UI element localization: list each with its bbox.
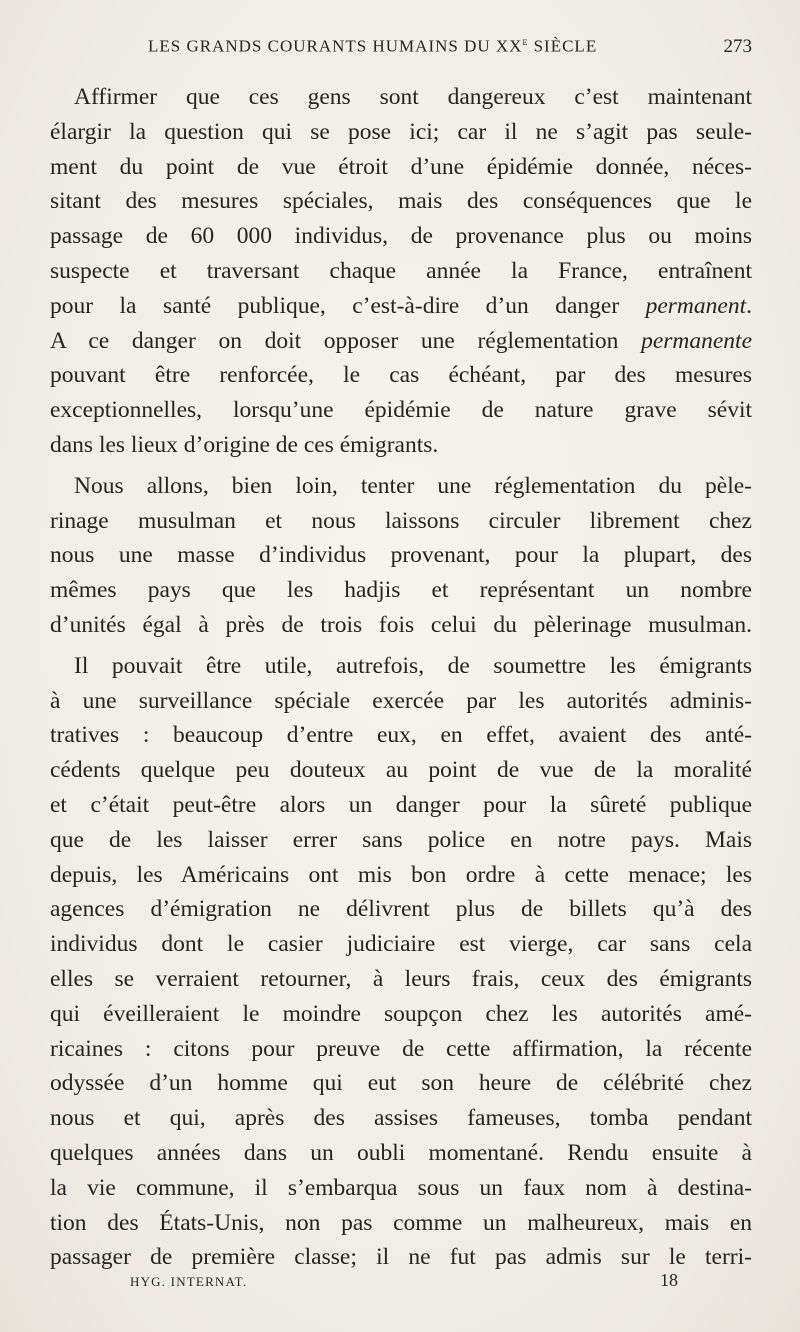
text-line: Affirmer que ces gens sont dangereux c’est maintenant [74, 84, 752, 110]
text-line: quelques années dans un oubli momentané. Rendu ensuite à [50, 1139, 752, 1166]
text-line: d’unités égal à près de trois fois celui du pèlerinage musulman. [50, 611, 752, 638]
text-line: tratives : beaucoup d’entre eux, en effet, avaient des anté- [50, 722, 752, 749]
text-line: nous une masse d’individus provenant, pour la plupart, des [50, 542, 752, 569]
running-title: LES GRANDS COURANTS HUMAINS DU XXe SIÈCLE [148, 36, 598, 56]
text-line: exceptionnelles, lorsqu’une épidémie de nature grave sévit [50, 397, 752, 424]
text-line: odyssée d’un homme qui eut son heure de célébrité chez [50, 1070, 752, 1097]
text-line: élargir la question qui se pose ici; car il ne s’agit pas seule- [50, 118, 752, 145]
running-head [148, 36, 752, 64]
text-line: Nous allons, bien loin, tenter une réglementation du pèle- [74, 472, 752, 499]
text-line: depuis, les Américains ont mis bon ordre à cette menace; les [50, 861, 752, 888]
text-line: rinage musulman et nous laissons circuler librement chez [50, 507, 752, 534]
text-line: passage de 60 000 individus, de provenance plus ou moins [50, 223, 752, 250]
text-line: mêmes pays que les hadjis et représentant un nombre [50, 577, 752, 604]
text-line: ment du point de vue étroit d’une épidémie donnée, néces- [50, 153, 752, 180]
signature-mark: HYG. INTERNAT. [130, 1274, 248, 1289]
page-number: 273 [723, 36, 752, 57]
text-line: tion des États-Unis, non pas comme un malheureux, mais en [50, 1209, 752, 1236]
body-text [50, 80, 752, 1275]
text-line: et c’était peut-être alors un danger pour la sûreté publique [50, 791, 752, 818]
text-line: pour la santé publique, c’est-à-dire d’un danger permanent. [50, 292, 752, 319]
text-line: nous et qui, après des assises fameuses, tomba pendant [50, 1105, 752, 1132]
text-line: individus dont le casier judiciaire est vierge, car sans cela [50, 931, 752, 958]
text-line: à une surveillance spéciale exercée par les autorités adminis- [50, 687, 752, 714]
text-line: passager de première classe; il ne fut pas admis sur le terri- [50, 1244, 752, 1271]
text-line: que de les laisser errer sans police en notre pays. Mais [50, 826, 752, 853]
text-line: agences d’émigration ne délivrent plus de billets qu’à des [50, 896, 752, 923]
text-line: elles se verraient retourner, à leurs frais, ceux des émigrants [50, 965, 752, 992]
text-line: ricaines : citons pour preuve de cette affirmation, la récente [50, 1035, 752, 1062]
text-line: A ce danger on doit opposer une réglementation permanente [50, 327, 752, 354]
text-line: qui éveilleraient le moindre soupçon chez les autorités amé- [50, 1000, 752, 1027]
text-line: dans les lieux d’origine de ces émigrants. [50, 431, 439, 458]
paragraph-3 [50, 649, 752, 1275]
text-line: la vie commune, il s’embarqua sous un faux nom à destina- [50, 1174, 752, 1201]
signature-number: 18 [660, 1270, 678, 1290]
paragraph-2 [50, 469, 752, 643]
text-line: pouvant être renforcée, le cas échéant, par des mesures [50, 362, 752, 389]
text-line: cédents quelque peu douteux au point de vue de la moralité [50, 757, 752, 784]
page-footer [130, 1270, 678, 1294]
text-line: Il pouvait être utile, autrefois, de soumettre les émigrants [74, 652, 752, 679]
text-line: suspecte et traversant chaque année la France, entraînent [50, 257, 752, 284]
paragraph-1 [50, 80, 752, 463]
text-line: sitant des mesures spéciales, mais des conséquences que le [50, 188, 752, 215]
